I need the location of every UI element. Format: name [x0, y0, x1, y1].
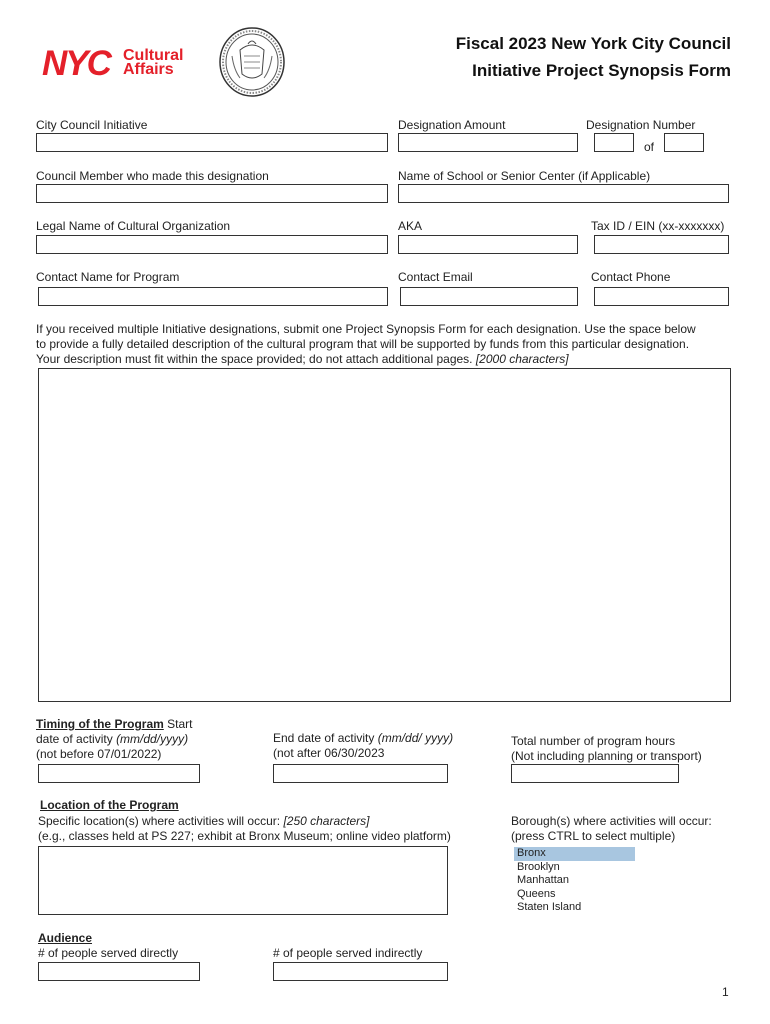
- location-block: [40, 798, 500, 813]
- timing-hours-block: [511, 734, 751, 764]
- end-format: (mm/dd/ yyyy): [377, 731, 454, 745]
- audience-heading: Audience: [38, 931, 93, 945]
- end-note: (not after 06/30/2023: [273, 746, 385, 760]
- borough-listbox[interactable]: [514, 847, 635, 915]
- contact-name-label: Contact Name for Program: [36, 270, 180, 284]
- start-format: (mm/dd/yyyy): [116, 732, 189, 746]
- specific-location-textarea[interactable]: [38, 846, 448, 915]
- end-label: End date of activity: [273, 731, 375, 745]
- start-note: (not before 07/01/2022): [36, 747, 162, 761]
- logo-line1: Cultural: [123, 47, 184, 64]
- designation-total-input[interactable]: [664, 133, 704, 152]
- hours-label: Total number of program hours: [511, 734, 676, 748]
- timing-end-block: [273, 731, 493, 761]
- aka-input[interactable]: [398, 235, 578, 254]
- initiative-label: City Council Initiative: [36, 118, 148, 132]
- logo-nyc-text: NYC: [42, 44, 110, 83]
- instructions-paragraph: [36, 322, 704, 367]
- contact-name-input[interactable]: [38, 287, 388, 306]
- hours-note: (Not including planning or transport): [511, 749, 702, 763]
- timing-heading: Timing of the Program: [36, 717, 164, 731]
- nyc-cultural-affairs-logo: [42, 46, 192, 82]
- borough-option-queens[interactable]: Queens: [517, 887, 556, 900]
- form-title-line2: Initiative Project Synopsis Form: [472, 61, 731, 80]
- tax-id-input[interactable]: [594, 235, 729, 254]
- start-label-b: date of activity: [36, 732, 113, 746]
- school-name-input[interactable]: [398, 184, 729, 203]
- borough-note: (press CTRL to select multiple): [511, 829, 676, 843]
- direct-label: # of people served directly: [38, 946, 179, 960]
- city-seal-icon: [218, 26, 286, 98]
- borough-label: Borough(s) where activities will occur:: [511, 814, 712, 828]
- served-indirectly-input[interactable]: [273, 962, 448, 981]
- start-label-a: Start: [167, 717, 193, 731]
- instructions-limit: [2000 characters]: [475, 352, 569, 366]
- program-hours-input[interactable]: [511, 764, 679, 783]
- indirect-label: # of people served indirectly: [273, 946, 423, 960]
- contact-phone-label: Contact Phone: [591, 270, 671, 284]
- borough-option-staten-island[interactable]: Staten Island: [517, 901, 582, 913]
- location-heading: Location of the Program: [40, 798, 179, 812]
- legal-name-label: Legal Name of Cultural Organization: [36, 219, 231, 233]
- borough-option-manhattan[interactable]: Manhattan: [517, 874, 569, 886]
- audience-block: [38, 931, 258, 961]
- designation-amount-input[interactable]: [398, 133, 578, 152]
- logo-line2: Affairs: [123, 61, 174, 78]
- contact-email-input[interactable]: [400, 287, 578, 306]
- contact-email-label: Contact Email: [398, 270, 473, 284]
- specific-location-limit: [250 characters]: [283, 814, 370, 828]
- borough-block: [511, 814, 751, 844]
- program-description-textarea[interactable]: [38, 368, 731, 702]
- council-member-label: Council Member who made this designation: [36, 169, 269, 183]
- served-directly-input[interactable]: [38, 962, 200, 981]
- legal-name-input[interactable]: [36, 235, 388, 254]
- council-member-input[interactable]: [36, 184, 388, 203]
- designation-amount-label: Designation Amount: [398, 118, 506, 132]
- location-specific-block: [38, 814, 498, 844]
- designation-of-label: of: [644, 140, 655, 154]
- designation-number-input[interactable]: [594, 133, 634, 152]
- aka-label: AKA: [398, 219, 423, 233]
- end-date-input[interactable]: [273, 764, 448, 783]
- page-number: 1: [722, 985, 729, 999]
- borough-option-brooklyn[interactable]: Brooklyn: [517, 860, 560, 873]
- specific-location-label: Specific location(s) where activities will occur:: [38, 814, 281, 828]
- designation-number-label: Designation Number: [586, 118, 696, 132]
- specific-location-example: (e.g., classes held at PS 227; exhibit at Bronx Museum; online video platform): [38, 829, 451, 843]
- instructions-text: If you received multiple Initiative designations, submit one Project Synopsis Form for each designation. Use the space below to provide a fully detailed description of the cultural program that will be supported by funds from this particular designation. Your description must fit within the space provided; do not attach additional pages.: [36, 322, 696, 366]
- form-title-line1: Fiscal 2023 New York City Council: [455, 34, 731, 53]
- start-date-input[interactable]: [38, 764, 200, 783]
- borough-option-bronx[interactable]: Bronx: [514, 847, 635, 861]
- timing-start-block: [36, 717, 236, 762]
- tax-id-label: Tax ID / EIN (xx-xxxxxxx): [591, 219, 725, 233]
- school-name-label: Name of School or Senior Center (if Applicable): [398, 169, 651, 183]
- initiative-input[interactable]: [36, 133, 388, 152]
- contact-phone-input[interactable]: [594, 287, 729, 306]
